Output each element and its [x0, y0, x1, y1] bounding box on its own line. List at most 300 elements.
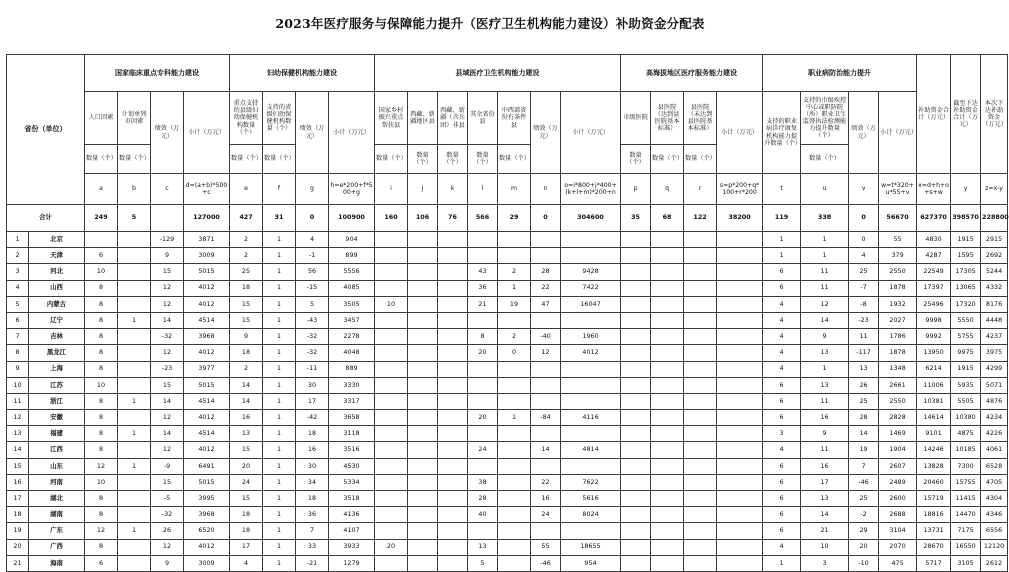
data-cell	[621, 442, 651, 458]
data-cell	[118, 377, 151, 393]
data-cell: 9	[230, 329, 263, 345]
data-cell: 1469	[879, 426, 917, 442]
data-cell	[498, 539, 531, 555]
data-cell: 6	[763, 393, 801, 409]
data-cell: 4136	[329, 507, 375, 523]
column-header: 西藏、新疆（含兵团）非县	[438, 92, 468, 145]
row-number: 20	[7, 539, 29, 555]
total-cell: 122	[684, 205, 717, 232]
data-cell: 20	[849, 539, 879, 555]
data-cell	[651, 442, 684, 458]
data-cell: 24	[531, 507, 561, 523]
data-cell: 24	[230, 474, 263, 490]
table-row	[7, 345, 1008, 361]
data-cell: 8	[85, 361, 118, 377]
data-cell: 9	[151, 555, 184, 571]
data-cell	[438, 248, 468, 264]
data-cell: 5	[296, 296, 329, 312]
formula-code-cell: a	[85, 174, 118, 205]
data-cell	[498, 377, 531, 393]
data-cell	[684, 280, 717, 296]
data-cell	[498, 393, 531, 409]
data-cell	[118, 329, 151, 345]
row-number: 11	[7, 393, 29, 409]
data-cell: 1	[263, 280, 296, 296]
data-cell: 28670	[917, 539, 951, 555]
data-cell	[438, 539, 468, 555]
unit-label: 数量（个）	[621, 145, 651, 174]
column-header: 其余省份县	[468, 92, 498, 145]
data-cell: 2607	[879, 458, 917, 474]
column-header: 小计（万元）	[717, 92, 763, 174]
unit-label: 数量（个）	[438, 145, 468, 174]
data-cell	[408, 248, 438, 264]
column-header: 支持的市级疾控中心或职防院（所）职业卫生监督执法检测能力提升数量（个）	[801, 92, 849, 145]
data-cell	[408, 393, 438, 409]
data-cell: 8	[85, 280, 118, 296]
data-cell	[651, 264, 684, 280]
column-header: 国家乡村振兴重点帮扶县	[375, 92, 408, 145]
data-cell	[118, 442, 151, 458]
data-cell: 1	[263, 248, 296, 264]
total-cell: 38200	[717, 205, 763, 232]
data-cell: 1	[118, 393, 151, 409]
table-row	[7, 312, 1008, 328]
data-cell	[118, 296, 151, 312]
data-cell: 2661	[879, 377, 917, 393]
data-cell	[684, 329, 717, 345]
column-header: 人口因素	[85, 92, 118, 145]
formula-code-cell: m	[498, 174, 531, 205]
data-cell: 1	[801, 248, 849, 264]
data-cell: 13950	[917, 345, 951, 361]
data-cell: 1	[263, 232, 296, 248]
column-header: 计划单列市因素	[118, 92, 151, 145]
data-cell: -11	[296, 361, 329, 377]
data-cell: 4107	[329, 523, 375, 539]
data-cell: 20	[230, 458, 263, 474]
row-number: 17	[7, 491, 29, 507]
province-name: 北京	[29, 232, 85, 248]
data-cell: 5244	[981, 264, 1008, 280]
data-cell	[684, 312, 717, 328]
column-header: 中西部省份有条件县	[498, 92, 531, 145]
column-header: 本次下达补助资金（万元）	[981, 55, 1008, 174]
data-cell	[561, 523, 621, 539]
table-row	[7, 329, 1008, 345]
table-row	[7, 248, 1008, 264]
total-cell: 338	[801, 205, 849, 232]
province-name: 江西	[29, 442, 85, 458]
data-cell: 21	[468, 296, 498, 312]
data-cell	[651, 232, 684, 248]
data-cell	[118, 264, 151, 280]
data-cell	[375, 264, 408, 280]
data-cell: 9428	[561, 264, 621, 280]
data-cell	[438, 426, 468, 442]
data-cell: 13	[801, 377, 849, 393]
table-row	[7, 507, 1008, 523]
data-cell: 36	[296, 507, 329, 523]
formula-code-cell: j	[408, 174, 438, 205]
data-cell	[375, 329, 408, 345]
data-cell	[717, 248, 763, 264]
data-cell: 4	[230, 555, 263, 571]
data-cell: 17	[801, 474, 849, 490]
data-cell: -2	[849, 507, 879, 523]
data-cell: 11415	[951, 491, 981, 507]
unit-label: 数量（个）	[263, 145, 296, 174]
formula-code-cell: u	[801, 174, 849, 205]
data-cell	[651, 280, 684, 296]
data-cell: 14614	[917, 410, 951, 426]
data-cell	[621, 264, 651, 280]
data-cell	[498, 474, 531, 490]
data-cell: 1	[263, 296, 296, 312]
data-cell: 25	[849, 393, 879, 409]
province-name: 福建	[29, 426, 85, 442]
data-cell: 5071	[981, 377, 1008, 393]
data-cell: 9992	[917, 329, 951, 345]
data-cell	[684, 296, 717, 312]
data-cell	[408, 312, 438, 328]
data-cell: 1	[263, 555, 296, 571]
data-cell: 6	[763, 491, 801, 507]
data-cell: 4514	[184, 426, 230, 442]
data-cell: 10185	[951, 442, 981, 458]
data-cell	[717, 393, 763, 409]
data-cell: 1960	[561, 329, 621, 345]
data-cell: 1	[263, 361, 296, 377]
data-cell: 7422	[561, 280, 621, 296]
data-cell: 2070	[879, 539, 917, 555]
data-cell: -32	[296, 329, 329, 345]
data-cell: 15	[230, 312, 263, 328]
data-cell	[717, 280, 763, 296]
data-cell: 13	[801, 345, 849, 361]
formula-code-cell: h=e*200+f*500+g	[329, 174, 375, 205]
data-cell: 1	[801, 361, 849, 377]
data-cell: 0	[498, 345, 531, 361]
data-cell: 4012	[184, 296, 230, 312]
data-cell	[684, 377, 717, 393]
data-cell	[651, 345, 684, 361]
data-cell: 4299	[981, 361, 1008, 377]
total-cell: 76	[438, 205, 468, 232]
data-cell	[408, 377, 438, 393]
province-name: 广西	[29, 539, 85, 555]
province-name: 湖南	[29, 507, 85, 523]
table-row	[7, 232, 1008, 248]
data-cell: 13	[230, 426, 263, 442]
data-cell: 16	[801, 458, 849, 474]
data-cell	[375, 232, 408, 248]
data-cell: 17	[230, 539, 263, 555]
data-cell: 25	[849, 491, 879, 507]
data-cell: 1	[263, 345, 296, 361]
data-cell: 34	[296, 474, 329, 490]
data-cell: 16	[531, 491, 561, 507]
data-cell: 29	[849, 523, 879, 539]
data-cell: 40	[468, 507, 498, 523]
province-name: 浙江	[29, 393, 85, 409]
data-cell: 1	[263, 539, 296, 555]
data-cell: 1	[118, 312, 151, 328]
data-cell: -43	[296, 312, 329, 328]
data-cell: 15755	[951, 474, 981, 490]
data-cell	[375, 248, 408, 264]
total-cell	[151, 205, 184, 232]
total-cell: 119	[763, 205, 801, 232]
data-cell: 13065	[951, 280, 981, 296]
data-cell: 2	[230, 232, 263, 248]
allocation-table-sheet	[6, 54, 1009, 572]
data-cell: -40	[531, 329, 561, 345]
data-cell: 4	[849, 248, 879, 264]
row-number: 19	[7, 523, 29, 539]
data-cell	[621, 539, 651, 555]
data-cell: 3317	[329, 393, 375, 409]
data-cell	[651, 248, 684, 264]
data-cell: 18	[296, 491, 329, 507]
data-cell: 379	[879, 248, 917, 264]
data-cell: 15	[151, 264, 184, 280]
row-number: 10	[7, 377, 29, 393]
formula-code-cell: b	[118, 174, 151, 205]
data-cell	[438, 410, 468, 426]
data-cell	[561, 312, 621, 328]
data-cell: 16550	[951, 539, 981, 555]
data-cell: 11006	[917, 377, 951, 393]
data-cell	[408, 280, 438, 296]
data-cell	[468, 377, 498, 393]
data-cell: 4012	[184, 539, 230, 555]
row-number: 18	[7, 507, 29, 523]
data-cell	[531, 248, 561, 264]
data-cell: 16	[801, 410, 849, 426]
data-cell	[408, 410, 438, 426]
data-cell: 13	[849, 361, 879, 377]
data-cell	[468, 523, 498, 539]
data-cell: 3	[801, 555, 849, 571]
data-cell: 6	[763, 264, 801, 280]
data-cell: 9998	[917, 312, 951, 328]
data-cell	[375, 426, 408, 442]
total-cell: 5	[118, 205, 151, 232]
column-header: 绩效（万元）	[849, 92, 879, 174]
data-cell	[408, 474, 438, 490]
data-cell: -10	[849, 555, 879, 571]
data-cell: 3518	[329, 491, 375, 507]
formula-code-cell: e	[230, 174, 263, 205]
data-cell	[375, 361, 408, 377]
group-header: 国家临床重点专科能力建设	[85, 55, 230, 92]
data-cell	[561, 377, 621, 393]
data-cell	[375, 474, 408, 490]
data-cell	[375, 280, 408, 296]
column-header: 绩效（万元）	[151, 92, 184, 174]
data-cell: 3104	[879, 523, 917, 539]
data-cell	[85, 232, 118, 248]
data-cell	[408, 491, 438, 507]
row-number: 12	[7, 410, 29, 426]
data-cell: 4530	[329, 458, 375, 474]
data-cell: 5616	[561, 491, 621, 507]
data-cell	[621, 426, 651, 442]
data-cell: 8	[85, 539, 118, 555]
data-cell: 12	[151, 539, 184, 555]
province-name: 湖北	[29, 491, 85, 507]
data-cell: 5935	[951, 377, 981, 393]
data-cell: 12120	[981, 539, 1008, 555]
data-cell: 3658	[329, 410, 375, 426]
data-cell: 20	[468, 345, 498, 361]
province-name: 山西	[29, 280, 85, 296]
data-cell	[684, 345, 717, 361]
data-cell: 1	[263, 410, 296, 426]
row-number: 4	[7, 280, 29, 296]
data-cell: 4332	[981, 280, 1008, 296]
data-cell: 3105	[951, 555, 981, 571]
data-cell: 22549	[917, 264, 951, 280]
data-cell	[717, 312, 763, 328]
data-cell	[651, 329, 684, 345]
data-cell: 6214	[917, 361, 951, 377]
data-cell: 5550	[951, 312, 981, 328]
province-name: 河南	[29, 474, 85, 490]
data-cell: 4304	[981, 491, 1008, 507]
table-row	[7, 410, 1008, 426]
data-cell	[438, 312, 468, 328]
data-cell	[684, 458, 717, 474]
data-cell	[498, 458, 531, 474]
data-cell	[408, 232, 438, 248]
data-cell	[438, 393, 468, 409]
data-cell	[621, 555, 651, 571]
total-cell: 35	[621, 205, 651, 232]
total-cell: 627370	[917, 205, 951, 232]
data-cell: 20460	[917, 474, 951, 490]
data-cell: 12	[85, 458, 118, 474]
data-cell: 3009	[184, 248, 230, 264]
data-cell: 1	[263, 329, 296, 345]
data-cell	[651, 410, 684, 426]
group-header: 县域医疗卫生机构能力建设	[375, 55, 621, 92]
data-cell	[438, 264, 468, 280]
total-cell: 160	[375, 205, 408, 232]
data-cell	[717, 507, 763, 523]
data-cell: 13	[468, 539, 498, 555]
data-cell: 55	[879, 232, 917, 248]
data-cell: 1	[263, 264, 296, 280]
data-cell: 2	[230, 248, 263, 264]
data-cell	[468, 426, 498, 442]
formula-code-cell: s=p*200+q*100+r*200	[717, 174, 763, 205]
unit-label: 数量（个）	[468, 145, 498, 174]
data-cell: 25	[230, 264, 263, 280]
data-cell	[621, 491, 651, 507]
data-cell: 2550	[879, 264, 917, 280]
data-cell	[531, 232, 561, 248]
formula-code-cell: c	[151, 174, 184, 205]
data-cell	[438, 491, 468, 507]
data-cell: 13828	[917, 458, 951, 474]
data-cell	[684, 361, 717, 377]
data-cell: 4514	[184, 393, 230, 409]
column-header: 县医院（未达到县医院基本标准）	[684, 92, 717, 145]
data-cell	[651, 491, 684, 507]
data-cell: 14	[230, 377, 263, 393]
province-name: 天津	[29, 248, 85, 264]
data-cell	[621, 296, 651, 312]
data-cell: 14	[531, 442, 561, 458]
data-cell: 4448	[981, 312, 1008, 328]
data-cell: 8	[85, 491, 118, 507]
data-cell	[531, 377, 561, 393]
data-cell: -46	[531, 555, 561, 571]
data-cell	[375, 442, 408, 458]
data-cell: 15	[151, 377, 184, 393]
data-cell: 5755	[951, 329, 981, 345]
data-cell: 4346	[981, 507, 1008, 523]
province-name: 辽宁	[29, 312, 85, 328]
data-cell	[561, 248, 621, 264]
data-cell: 14	[230, 393, 263, 409]
group-header: 职业病防治能力提升	[763, 55, 917, 92]
data-cell	[651, 377, 684, 393]
row-number: 15	[7, 458, 29, 474]
data-cell: 4	[763, 296, 801, 312]
data-cell: 13731	[917, 523, 951, 539]
formula-code-cell: q	[651, 174, 684, 205]
data-cell	[531, 312, 561, 328]
data-cell: 19	[849, 442, 879, 458]
group-header: 高海拔地区医疗服务能力建设	[621, 55, 763, 92]
data-cell: 5015	[184, 264, 230, 280]
data-cell: 954	[561, 555, 621, 571]
data-cell	[498, 442, 531, 458]
data-cell	[684, 426, 717, 442]
column-header: 绩效（万元）	[296, 92, 329, 174]
data-cell: 16	[230, 410, 263, 426]
data-cell	[621, 377, 651, 393]
data-cell: 1	[263, 474, 296, 490]
data-cell: 8	[85, 296, 118, 312]
data-cell: 15	[230, 491, 263, 507]
data-cell	[621, 361, 651, 377]
data-cell	[717, 410, 763, 426]
data-cell	[651, 507, 684, 523]
data-cell: 8	[85, 329, 118, 345]
data-cell: 14	[801, 507, 849, 523]
table-row	[7, 491, 1008, 507]
data-cell	[438, 296, 468, 312]
data-cell	[468, 248, 498, 264]
data-cell	[118, 232, 151, 248]
unit-label: 数量（个）	[375, 145, 408, 174]
data-cell: 899	[329, 248, 375, 264]
data-cell: 889	[329, 361, 375, 377]
data-cell: 6528	[981, 458, 1008, 474]
data-cell	[621, 248, 651, 264]
data-cell: 4	[763, 312, 801, 328]
data-cell: 22	[531, 474, 561, 490]
data-cell	[375, 377, 408, 393]
data-cell: 4012	[184, 280, 230, 296]
formula-code-cell: p	[621, 174, 651, 205]
data-cell: 3330	[329, 377, 375, 393]
formula-code-cell: v	[849, 174, 879, 205]
